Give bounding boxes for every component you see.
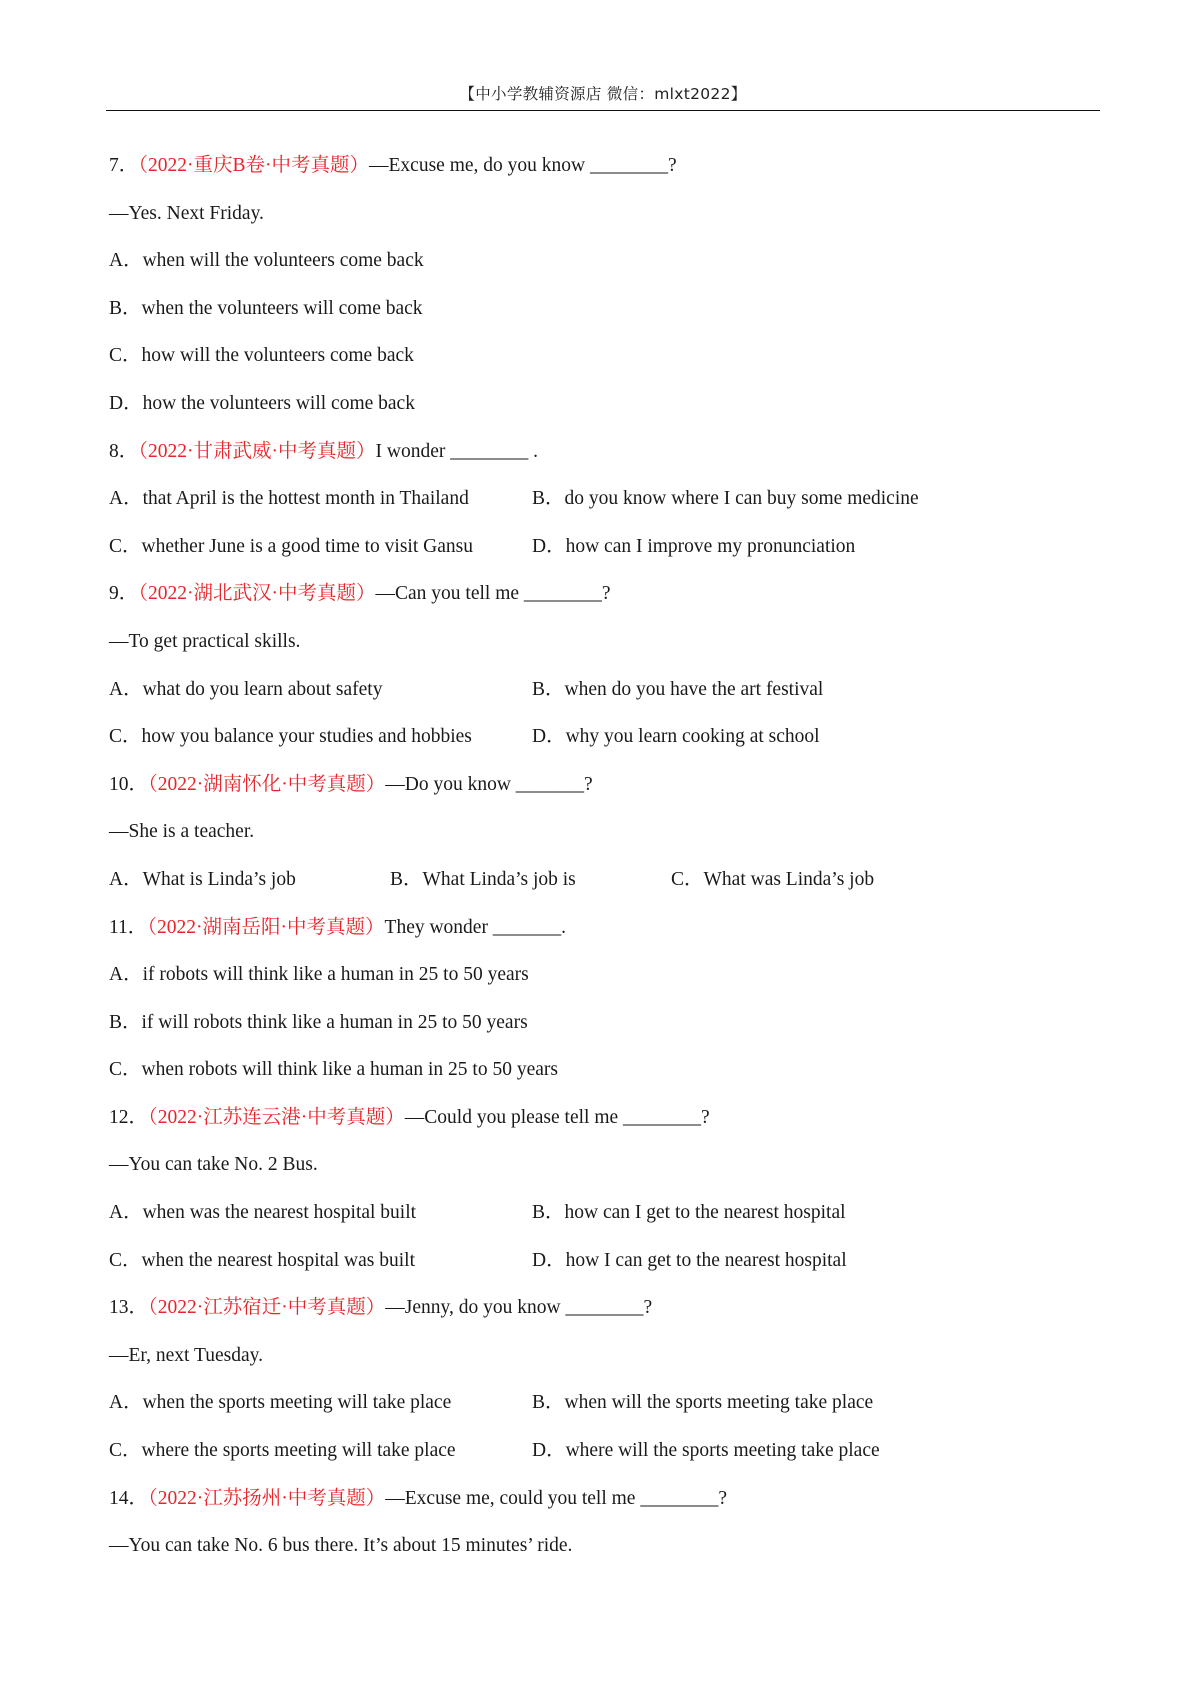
question-number: 9． bbox=[109, 583, 139, 605]
question-number: 14． bbox=[109, 1487, 149, 1509]
question-8-option-b[interactable]: B．do you know where I can buy some medicine bbox=[532, 488, 919, 510]
question-number: 10． bbox=[109, 773, 149, 795]
question-source: （2022·湖南岳阳·中考真题） bbox=[147, 916, 385, 938]
question-text: They wonder _______. bbox=[384, 916, 566, 938]
question-12-option-a[interactable]: A．when was the nearest hospital built bbox=[109, 1202, 417, 1224]
question-11-stem bbox=[109, 910, 1099, 958]
question-13-option-c[interactable]: C．where the sports meeting will take place bbox=[109, 1440, 456, 1462]
question-12-options-row-1 bbox=[109, 1195, 1099, 1243]
question-9-option-d[interactable]: D．why you learn cooking at school bbox=[532, 726, 820, 748]
question-8-option-d[interactable]: D．how can I improve my pronunciation bbox=[532, 535, 856, 557]
question-7-stem bbox=[109, 148, 1099, 196]
question-7-option-c[interactable]: C．how will the volunteers come back bbox=[109, 345, 414, 367]
question-12-options-row-2 bbox=[109, 1243, 1099, 1291]
question-13-reply: —Er, next Tuesday. bbox=[109, 1344, 263, 1366]
question-number: 13． bbox=[109, 1297, 149, 1319]
question-13-option-d[interactable]: D．where will the sports meeting take place bbox=[532, 1440, 880, 1462]
question-7-option-a[interactable]: A．when will the volunteers come back bbox=[109, 250, 424, 272]
question-8-stem bbox=[109, 434, 1099, 482]
question-9-options-row-2 bbox=[109, 719, 1099, 767]
question-9-stem bbox=[109, 576, 1099, 624]
question-13-stem bbox=[109, 1290, 1099, 1338]
question-source: （2022·湖南怀化·中考真题） bbox=[148, 773, 386, 795]
question-9-options-row-1 bbox=[109, 672, 1099, 720]
question-12-stem bbox=[109, 1100, 1099, 1148]
question-8-option-c[interactable]: C．whether June is a good time to visit Gansu bbox=[109, 535, 473, 557]
question-12-reply: —You can take No. 2 Bus. bbox=[109, 1154, 318, 1176]
question-12-option-d[interactable]: D．how I can get to the nearest hospital bbox=[532, 1249, 847, 1271]
page-header: 【中小学教辅资源店 微信：mlxt2022】 bbox=[459, 85, 747, 103]
question-list bbox=[109, 148, 1099, 1576]
question-source: （2022·重庆B卷·中考真题） bbox=[138, 155, 370, 176]
question-text: —Excuse me, could you tell me ________? bbox=[385, 1487, 727, 1509]
question-7-reply: —Yes. Next Friday. bbox=[109, 202, 264, 224]
question-10-option-b[interactable]: B．What Linda’s job is bbox=[390, 868, 576, 890]
question-10-option-c[interactable]: C．What was Linda’s job bbox=[671, 868, 875, 890]
question-12-option-c[interactable]: C．when the nearest hospital was built bbox=[109, 1249, 415, 1271]
question-11-option-a[interactable]: A．if robots will think like a human in 25 to 50 years bbox=[109, 964, 529, 986]
question-source: （2022·江苏连云港·中考真题） bbox=[148, 1106, 405, 1128]
question-text: —Could you please tell me ________? bbox=[404, 1106, 710, 1128]
question-9-option-c[interactable]: C．how you balance your studies and hobbies bbox=[109, 726, 472, 748]
question-13-options-row-1 bbox=[109, 1385, 1099, 1433]
question-14-stem bbox=[109, 1481, 1099, 1529]
header-rule bbox=[106, 110, 1100, 111]
question-number: 11． bbox=[109, 916, 148, 938]
question-13-option-a[interactable]: A．when the sports meeting will take place bbox=[109, 1392, 452, 1414]
question-13-option-b[interactable]: B．when will the sports meeting take place bbox=[532, 1392, 874, 1414]
question-source: （2022·江苏扬州·中考真题） bbox=[148, 1487, 386, 1509]
question-source: （2022·湖北武汉·中考真题） bbox=[138, 583, 376, 605]
question-10-reply: —She is a teacher. bbox=[109, 821, 255, 843]
question-10-stem bbox=[109, 767, 1099, 815]
question-10-option-a[interactable]: A．What is Linda’s job bbox=[109, 868, 296, 890]
question-8-options-row-1 bbox=[109, 481, 1099, 529]
question-source: （2022·江苏宿迁·中考真题） bbox=[148, 1297, 386, 1319]
question-number: 7． bbox=[109, 155, 139, 176]
question-13-options-row-2 bbox=[109, 1433, 1099, 1481]
question-8-options-row-2 bbox=[109, 529, 1099, 577]
question-7-option-b[interactable]: B．when the volunteers will come back bbox=[109, 297, 423, 319]
question-text: I wonder ________ . bbox=[375, 440, 538, 462]
question-9-option-a[interactable]: A．what do you learn about safety bbox=[109, 678, 383, 700]
question-text: —Jenny, do you know ________? bbox=[385, 1297, 653, 1319]
question-text: —Can you tell me ________? bbox=[375, 583, 611, 605]
question-14-reply: —You can take No. 6 bus there. It’s about 15 minutes’ ride. bbox=[109, 1535, 573, 1557]
question-7-option-d[interactable]: D．how the volunteers will come back bbox=[109, 392, 415, 414]
question-11-option-b[interactable]: B．if will robots think like a human in 25 to 50 years bbox=[109, 1011, 528, 1033]
question-9-reply: —To get practical skills. bbox=[109, 630, 301, 652]
question-text: —Excuse me, do you know ________? bbox=[369, 155, 677, 176]
question-10-options-row bbox=[109, 862, 1099, 910]
question-9-option-b[interactable]: B．when do you have the art festival bbox=[532, 678, 824, 700]
question-12-option-b[interactable]: B．how can I get to the nearest hospital bbox=[532, 1202, 846, 1224]
question-number: 12． bbox=[109, 1106, 149, 1128]
question-text: —Do you know _______? bbox=[385, 773, 593, 795]
question-8-option-a[interactable]: A．that April is the hottest month in Thailand bbox=[109, 488, 469, 510]
question-11-option-c[interactable]: C．when robots will think like a human in 25 to 50 years bbox=[109, 1059, 558, 1081]
question-number: 8． bbox=[109, 440, 139, 462]
question-source: （2022·甘肃武威·中考真题） bbox=[138, 440, 376, 462]
